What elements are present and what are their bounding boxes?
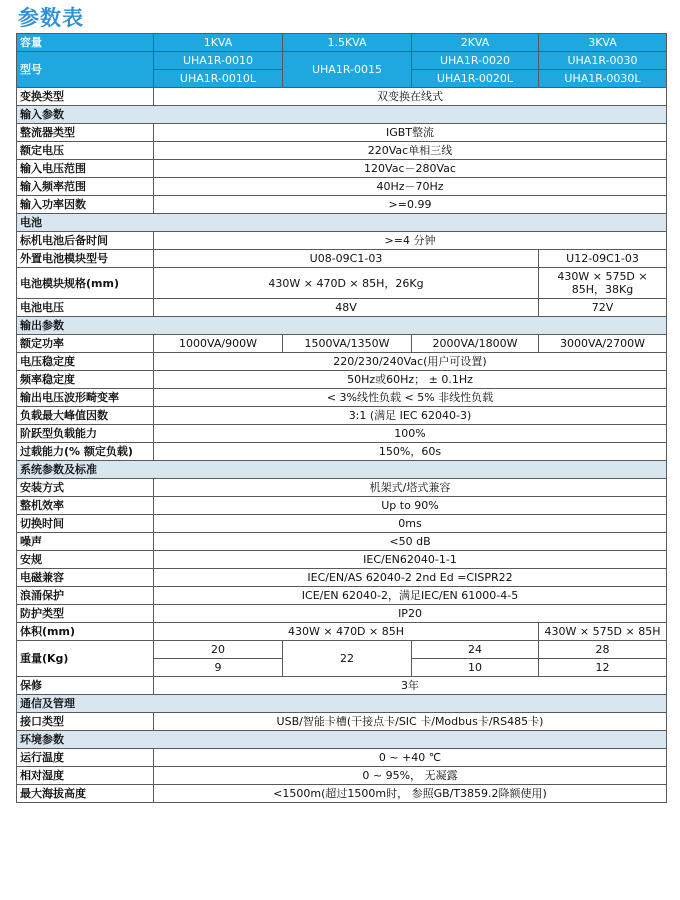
capacity-row [17,34,667,52]
row-value: 430W × 575D × 85H [539,623,667,641]
row-label: 频率稳定度 [17,371,154,389]
row-value: U12-09C1-03 [539,250,667,268]
row-value: 2000VA/1800W [412,335,539,353]
row-value: 3年 [154,677,667,695]
table-row [17,605,667,623]
row-value: 48V [154,299,539,317]
row-label: 额定功率 [17,335,154,353]
table-row [17,767,667,785]
table-row [17,785,667,803]
row-label: 安装方式 [17,479,154,497]
section-battery: 电池 [17,214,667,232]
row-label: 电池模块规格(mm) [17,268,154,299]
row-value: IEC/EN62040-1-1 [154,551,667,569]
row-value: ICE/EN 62040-2，满足IEC/EN 61000-4-5 [154,587,667,605]
table-row [17,623,667,641]
model-1a: UHA1R-0010 [154,52,283,70]
section-system: 系统参数及标准 [17,461,667,479]
row-label: 变换类型 [17,88,154,106]
weight-1kva: 20 [154,641,283,659]
page-title: 参数表 [18,6,84,30]
row-value: 50Hz或60Hz； ± 0.1Hz [154,371,667,389]
row-value: IGBT整流 [154,124,667,142]
row-label: 输入频率范围 [17,178,154,196]
row-label: 运行温度 [17,749,154,767]
row-value: 机架式/塔式兼容 [154,479,667,497]
model-1-5: UHA1R-0015 [283,52,412,88]
table-row [17,160,667,178]
table-row [17,749,667,767]
weight-3kva: 28 [539,641,667,659]
table-row [17,443,667,461]
row-label: 电池电压 [17,299,154,317]
row-value: 40Hz－70Hz [154,178,667,196]
section-header [17,317,667,335]
row-label: 过载能力(% 额定负载) [17,443,154,461]
row-value: >=0.99 [154,196,667,214]
row-label: 电磁兼容 [17,569,154,587]
table-row [17,407,667,425]
row-value: USB/智能卡槽(干接点卡/SIC 卡/Modbus卡/RS485卡) [154,713,667,731]
row-label: 整流器类型 [17,124,154,142]
table-row [17,641,667,659]
table-row [17,587,667,605]
section-header [17,214,667,232]
row-label: 外置电池模块型号 [17,250,154,268]
row-value: 3000VA/2700W [539,335,667,353]
table-row [17,196,667,214]
weight-2kva-l: 10 [412,659,539,677]
row-value: IEC/EN/AS 62040-2 2nd Ed =CISPR22 [154,569,667,587]
section-output: 输出参数 [17,317,667,335]
row-label: 最大海拔高度 [17,785,154,803]
weight-2kva: 24 [412,641,539,659]
table-row [17,268,667,299]
table-row [17,533,667,551]
row-value: >=4 分钟 [154,232,667,250]
row-label: 输入电压范围 [17,160,154,178]
table-row [17,569,667,587]
row-label: 体积(mm) [17,623,154,641]
weight-1kva-l: 9 [154,659,283,677]
table-row [17,551,667,569]
weight-1-5kva: 22 [283,641,412,677]
table-row [17,497,667,515]
table-row [17,713,667,731]
row-value: 3:1 (满足 IEC 62040-3) [154,407,667,425]
row-value: 1000VA/900W [154,335,283,353]
row-value: Up to 90% [154,497,667,515]
row-value: 0ms [154,515,667,533]
section-env: 环境参数 [17,731,667,749]
row-label: 重量(Kg) [17,641,154,677]
row-value: 220Vac单相三线 [154,142,667,160]
row-label: 切换时间 [17,515,154,533]
row-label: 负载最大峰值因数 [17,407,154,425]
row-label: 噪声 [17,533,154,551]
table-row [17,142,667,160]
row-value: 430W × 575D × 85H，38Kg [539,268,667,299]
row-label: 阶跃型负载能力 [17,425,154,443]
row-label: 安规 [17,551,154,569]
table-row [17,677,667,695]
model-label: 型号 [17,52,154,88]
weight-3kva-l: 12 [539,659,667,677]
row-label: 标机电池后备时间 [17,232,154,250]
row-value: 72V [539,299,667,317]
row-label: 电压稳定度 [17,353,154,371]
model-3a: UHA1R-0030 [539,52,667,70]
row-value: 1500VA/1350W [283,335,412,353]
row-label: 额定电压 [17,142,154,160]
table-row [17,232,667,250]
capacity-1-5kva: 1.5KVA [283,34,412,52]
row-label: 保修 [17,677,154,695]
table-row [17,515,667,533]
row-value: IP20 [154,605,667,623]
table-row [17,353,667,371]
capacity-3kva: 3KVA [539,34,667,52]
row-label: 输出电压波形畸变率 [17,389,154,407]
row-value: 100% [154,425,667,443]
table-row [17,178,667,196]
model-2a: UHA1R-0020 [412,52,539,70]
row-label: 整机效率 [17,497,154,515]
section-header [17,461,667,479]
table-row [17,389,667,407]
table-row [17,371,667,389]
table-row [17,250,667,268]
model-3b: UHA1R-0030L [539,70,667,88]
row-label: 接口类型 [17,713,154,731]
table-row [17,425,667,443]
model-1b: UHA1R-0010L [154,70,283,88]
model-row [17,52,667,70]
section-header [17,106,667,124]
row-label: 相对湿度 [17,767,154,785]
model-2b: UHA1R-0020L [412,70,539,88]
row-value: <1500m(超过1500m时， 参照GB/T3859.2降额使用) [154,785,667,803]
row-label: 浪涌保护 [17,587,154,605]
table-row [17,299,667,317]
section-input: 输入参数 [17,106,667,124]
capacity-label: 容量 [17,34,154,52]
spec-table [16,33,667,803]
section-header [17,731,667,749]
table-row [17,124,667,142]
row-value: U08-09C1-03 [154,250,539,268]
row-value: 150%，60s [154,443,667,461]
section-header [17,695,667,713]
section-comm: 通信及管理 [17,695,667,713]
capacity-1kva: 1KVA [154,34,283,52]
row-label: 防护类型 [17,605,154,623]
table-row [17,479,667,497]
row-value: 0 ~ +40 ℃ [154,749,667,767]
row-value: 120Vac－280Vac [154,160,667,178]
capacity-2kva: 2KVA [412,34,539,52]
table-row [17,88,667,106]
row-label: 输入功率因数 [17,196,154,214]
row-value: 双变换在线式 [154,88,667,106]
row-value: 0 ~ 95%， 无凝露 [154,767,667,785]
table-row [17,335,667,353]
row-value: < 3%线性负载 < 5% 非线性负载 [154,389,667,407]
row-value: 430W × 470D × 85H，26Kg [154,268,539,299]
row-value: <50 dB [154,533,667,551]
row-value: 220/230/240Vac(用户可设置) [154,353,667,371]
row-value: 430W × 470D × 85H [154,623,539,641]
